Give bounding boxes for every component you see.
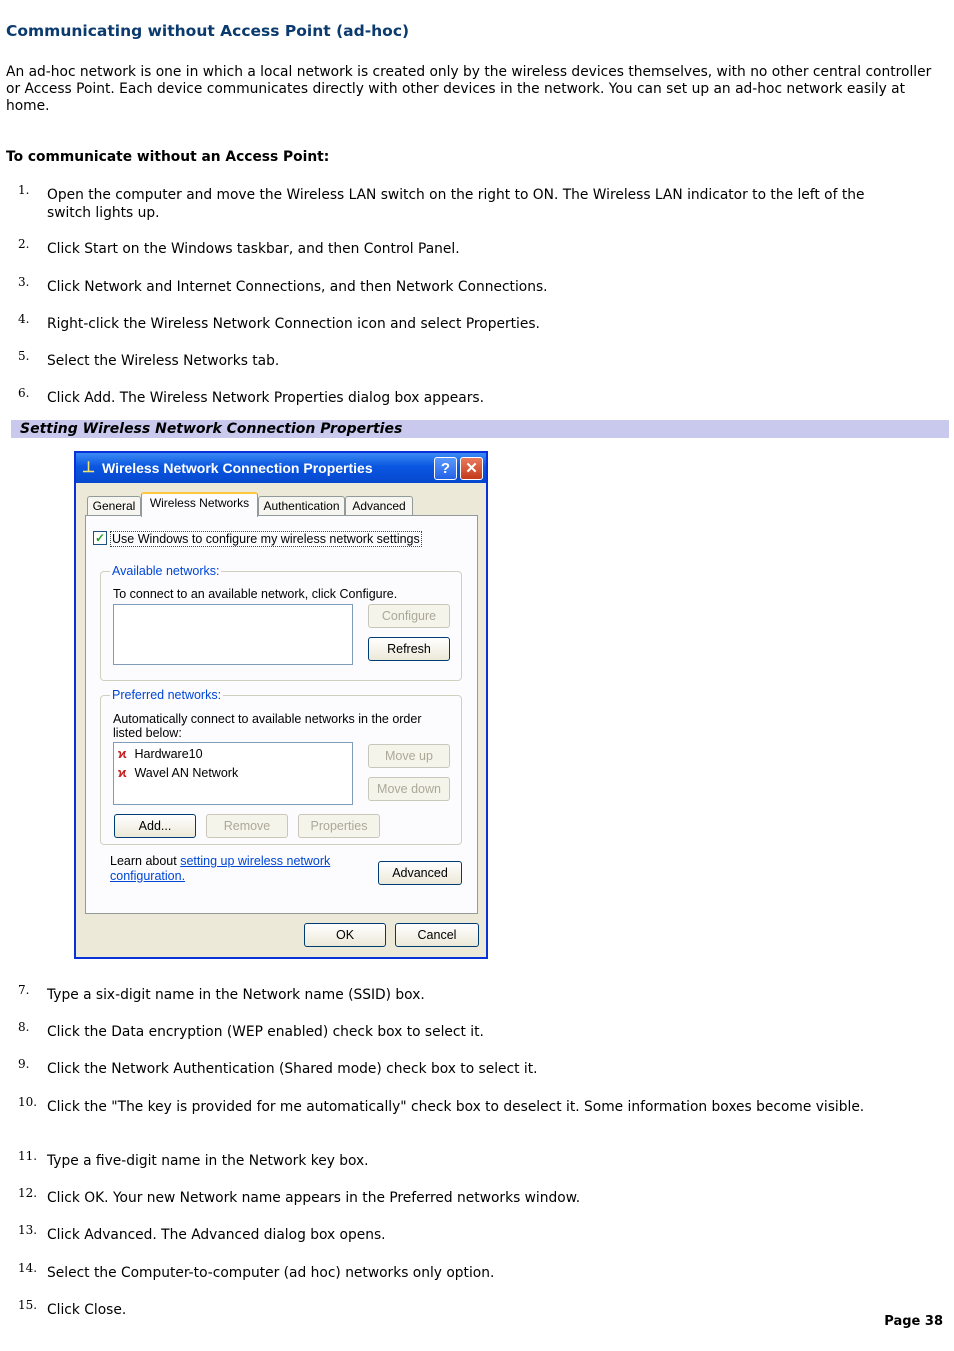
available-networks-text: To connect to an available network, click Configure. (113, 587, 398, 601)
step-text: Click Network and Internet Connections, and then Network Connections. (47, 279, 548, 295)
step-number: 11. (18, 1149, 38, 1163)
network-name: Wavel AN Network (134, 766, 239, 780)
step-number: 8. (18, 1020, 30, 1034)
advanced-button[interactable]: Advanced (378, 861, 462, 885)
available-networks-legend: Available networks: (112, 564, 220, 578)
cancel-button[interactable]: Cancel (395, 923, 479, 947)
step-text: Click the Network Authentication (Shared mode) check box to select it. (47, 1061, 538, 1077)
close-icon[interactable]: ✕ (460, 457, 483, 480)
step-number: 10. (18, 1095, 38, 1109)
tab-advanced[interactable]: Advanced (345, 496, 413, 516)
use-windows-label[interactable]: Use Windows to configure my wireless network settings (112, 532, 420, 546)
network-icon: ⊥ (82, 459, 96, 476)
properties-button[interactable]: Properties (298, 814, 380, 838)
step-text: Type a five-digit name in the Network key box. (47, 1153, 369, 1169)
move-up-button[interactable]: Move up (368, 744, 450, 768)
procedure-heading: To communicate without an Access Point: (6, 149, 330, 165)
properties-dialog (74, 451, 488, 959)
learn-about-prefix: Learn about (110, 854, 177, 868)
tab-general[interactable]: General (87, 496, 141, 516)
step-text: Click Advanced. The Advanced dialog box opens. (47, 1227, 386, 1243)
step-text: Select the Computer-to-computer (ad hoc) networks only option. (47, 1265, 495, 1281)
unavailable-network-icon: ϰ (118, 766, 127, 780)
configure-button[interactable]: Configure (368, 604, 450, 628)
figure-caption: Setting Wireless Network Connection Properties (11, 420, 949, 438)
ok-button[interactable]: OK (304, 923, 386, 947)
step-text: Select the Wireless Networks tab. (47, 353, 280, 369)
use-windows-checkbox[interactable]: ✓ (94, 531, 106, 545)
intro-paragraph: An ad-hoc network is one in which a local network is created only by the wireless devices themselves, with no other central controller or Access Point. Each device communicates directly with other devices in the network. You can set up an ad-hoc network easily at home. (6, 64, 932, 114)
step-text: Click the Data encryption (WEP enabled) check box to select it. (47, 1024, 484, 1040)
tab-wireless-networks[interactable]: Wireless Networks (141, 492, 258, 517)
list-item[interactable] (118, 765, 238, 781)
dialog-title: Wireless Network Connection Properties (102, 460, 373, 476)
refresh-button[interactable]: Refresh (368, 637, 450, 661)
tab-authentication[interactable]: Authentication (258, 496, 345, 516)
network-name: Hardware10 (134, 747, 203, 761)
step-text: Type a six-digit name in the Network name (SSID) box. (47, 987, 425, 1003)
step-text: Click Start on the Windows taskbar, and then Control Panel. (47, 241, 460, 257)
step-number: 15. (18, 1298, 38, 1312)
add-button[interactable]: Add... (114, 814, 196, 838)
learn-link-continued[interactable]: configuration. (110, 869, 186, 883)
step-text: Click the "The key is provided for me automatically" check box to deselect it. Some information boxes become visible. (47, 1099, 865, 1115)
step-text: Open the computer and move the Wireless LAN switch on the right to ON. The Wireless LAN indicator to the left of the switch lights up. (47, 187, 865, 221)
move-down-button[interactable]: Move down (368, 777, 450, 801)
help-icon[interactable]: ? (434, 457, 457, 480)
step-number: 3. (18, 275, 30, 289)
step-number: 14. (18, 1261, 38, 1275)
step-text: Click Close. (47, 1302, 127, 1318)
step-text: Click Add. The Wireless Network Properties dialog box appears. (47, 390, 484, 406)
page-title: Communicating without Access Point (ad-hoc) (6, 22, 410, 40)
learn-link[interactable]: setting up wireless network (180, 854, 331, 868)
available-networks-list[interactable] (113, 604, 353, 665)
step-number: 13. (18, 1223, 38, 1237)
step-number: 9. (18, 1057, 30, 1071)
page-number: Page 38 (884, 1314, 943, 1329)
preferred-networks-text: Automatically connect to available networks in the order listed below: (113, 712, 422, 740)
step-number: 7. (18, 983, 30, 997)
list-item[interactable] (118, 746, 203, 762)
step-number: 6. (18, 386, 30, 400)
remove-button[interactable]: Remove (206, 814, 288, 838)
step-text: Click OK. Your new Network name appears in the Preferred networks window. (47, 1190, 581, 1206)
dialog-titlebar (76, 453, 486, 483)
learn-about-text (110, 854, 330, 868)
step-number: 5. (18, 349, 30, 363)
preferred-networks-legend: Preferred networks: (112, 688, 222, 702)
step-number: 1. (18, 183, 30, 197)
step-number: 2. (18, 237, 30, 251)
step-number: 4. (18, 312, 30, 326)
step-number: 12. (18, 1186, 38, 1200)
step-text: Right-click the Wireless Network Connection icon and select Properties. (47, 316, 540, 332)
preferred-networks-list[interactable] (113, 742, 353, 805)
unavailable-network-icon: ϰ (118, 747, 127, 761)
